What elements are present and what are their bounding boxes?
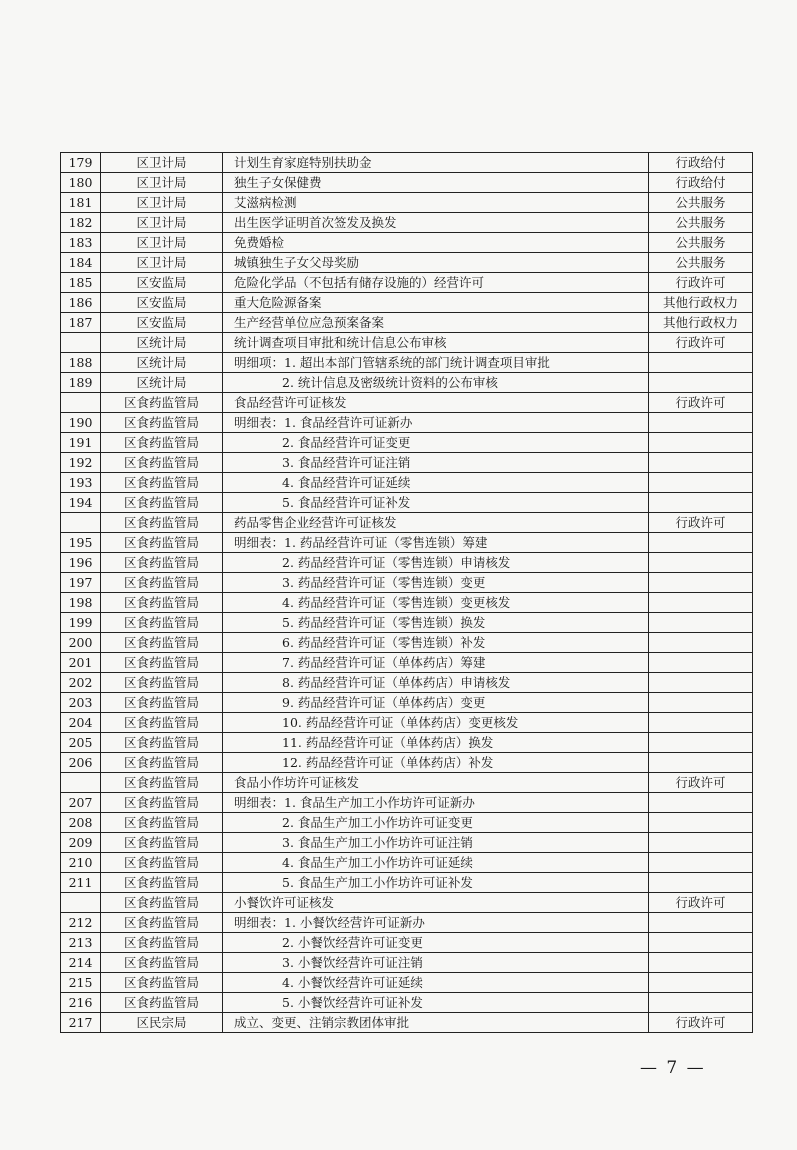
item-cell <box>223 813 649 833</box>
item-name: 明细项：1. 超出本部门管辖系统的部门统计调查项目审批 <box>234 355 550 370</box>
table-row <box>61 453 753 473</box>
row-number <box>61 893 101 913</box>
power-type-cell <box>649 373 753 393</box>
row-number: 190 <box>61 413 101 433</box>
row-number: 189 <box>61 373 101 393</box>
power-type-cell: 行政许可 <box>649 1013 753 1033</box>
page-number: — 7 — <box>640 1058 706 1078</box>
power-type-cell <box>649 953 753 973</box>
table-row <box>61 753 753 773</box>
power-type-cell <box>649 853 753 873</box>
item-name: 城镇独生子女父母奖励 <box>234 255 360 270</box>
item-cell <box>223 753 649 773</box>
power-type-cell <box>649 833 753 853</box>
row-number: 211 <box>61 873 101 893</box>
power-type-cell: 行政许可 <box>649 273 753 293</box>
department-cell: 区统计局 <box>101 333 223 353</box>
table-row <box>61 653 753 673</box>
row-number: 214 <box>61 953 101 973</box>
item-name: 2. 食品生产加工小作坊许可证变更 <box>282 815 473 830</box>
power-type-cell <box>649 873 753 893</box>
item-name: 统计调查项目审批和统计信息公布审核 <box>234 335 447 350</box>
item-cell <box>223 853 649 873</box>
row-number: 186 <box>61 293 101 313</box>
power-type-cell <box>649 933 753 953</box>
power-type-cell <box>649 473 753 493</box>
power-type-cell: 其他行政权力 <box>649 293 753 313</box>
item-cell <box>223 193 649 213</box>
power-type-cell <box>649 653 753 673</box>
item-cell <box>223 893 649 913</box>
item-cell <box>223 373 649 393</box>
table-row <box>61 533 753 553</box>
item-cell <box>223 153 649 173</box>
row-number: 216 <box>61 993 101 1013</box>
table-row <box>61 493 753 513</box>
power-type-cell: 公共服务 <box>649 233 753 253</box>
item-name: 危险化学品（不包括有储存设施的）经营许可 <box>234 275 485 290</box>
item-name: 7. 药品经营许可证（单体药店）筹建 <box>282 655 486 670</box>
row-number: 209 <box>61 833 101 853</box>
table-row <box>61 673 753 693</box>
power-type-cell <box>649 913 753 933</box>
power-type-cell <box>649 613 753 633</box>
row-number: 210 <box>61 853 101 873</box>
department-cell: 区食药监管局 <box>101 653 223 673</box>
item-name: 计划生育家庭特别扶助金 <box>234 155 372 170</box>
item-cell <box>223 473 649 493</box>
row-number: 183 <box>61 233 101 253</box>
item-cell <box>223 333 649 353</box>
row-number: 195 <box>61 533 101 553</box>
item-cell <box>223 673 649 693</box>
table-row <box>61 913 753 933</box>
table-row <box>61 293 753 313</box>
row-number: 180 <box>61 173 101 193</box>
row-number <box>61 393 101 413</box>
table-row <box>61 433 753 453</box>
department-cell: 区食药监管局 <box>101 473 223 493</box>
department-cell: 区食药监管局 <box>101 993 223 1013</box>
table-row <box>61 413 753 433</box>
power-type-cell <box>649 673 753 693</box>
item-cell <box>223 553 649 573</box>
item-cell <box>223 973 649 993</box>
item-name: 明细表：1. 小餐饮经营许可证新办 <box>234 915 425 930</box>
item-name: 生产经营单位应急预案备案 <box>234 315 385 330</box>
department-cell: 区卫计局 <box>101 233 223 253</box>
item-name: 出生医学证明首次签发及换发 <box>234 215 397 230</box>
item-cell <box>223 793 649 813</box>
item-cell <box>223 693 649 713</box>
item-cell <box>223 173 649 193</box>
department-cell: 区食药监管局 <box>101 593 223 613</box>
row-number: 188 <box>61 353 101 373</box>
item-name: 6. 药品经营许可证（零售连锁）补发 <box>282 635 486 650</box>
power-list-table <box>60 152 753 1033</box>
item-cell <box>223 953 649 973</box>
item-cell <box>223 533 649 553</box>
power-type-cell: 公共服务 <box>649 213 753 233</box>
department-cell: 区食药监管局 <box>101 673 223 693</box>
item-cell <box>223 1013 649 1033</box>
power-type-cell <box>649 693 753 713</box>
power-type-cell: 公共服务 <box>649 193 753 213</box>
item-cell <box>223 613 649 633</box>
item-cell <box>223 593 649 613</box>
table-row <box>61 633 753 653</box>
item-name: 食品经营许可证核发 <box>234 395 347 410</box>
table-row <box>61 853 753 873</box>
table-row <box>61 373 753 393</box>
table-row <box>61 553 753 573</box>
power-type-cell: 其他行政权力 <box>649 313 753 333</box>
power-type-cell <box>649 593 753 613</box>
table-row <box>61 213 753 233</box>
power-type-cell <box>649 633 753 653</box>
item-cell <box>223 773 649 793</box>
item-cell <box>223 293 649 313</box>
item-cell <box>223 493 649 513</box>
table-row <box>61 613 753 633</box>
department-cell: 区食药监管局 <box>101 513 223 533</box>
table-row <box>61 573 753 593</box>
power-type-cell <box>649 753 753 773</box>
item-cell <box>223 933 649 953</box>
power-type-cell <box>649 533 753 553</box>
item-name: 8. 药品经营许可证（单体药店）申请核发 <box>282 675 511 690</box>
item-cell <box>223 253 649 273</box>
item-cell <box>223 313 649 333</box>
department-cell: 区食药监管局 <box>101 733 223 753</box>
table-row <box>61 773 753 793</box>
row-number <box>61 513 101 533</box>
power-type-cell <box>649 413 753 433</box>
department-cell: 区食药监管局 <box>101 413 223 433</box>
item-name: 4. 食品经营许可证延续 <box>282 475 411 490</box>
row-number: 181 <box>61 193 101 213</box>
department-cell: 区食药监管局 <box>101 613 223 633</box>
power-type-cell <box>649 793 753 813</box>
table-row <box>61 733 753 753</box>
power-type-cell: 行政许可 <box>649 393 753 413</box>
item-name: 明细表：1. 食品生产加工小作坊许可证新办 <box>234 795 475 810</box>
item-cell <box>223 633 649 653</box>
department-cell: 区食药监管局 <box>101 873 223 893</box>
power-type-cell: 行政许可 <box>649 513 753 533</box>
department-cell: 区食药监管局 <box>101 633 223 653</box>
power-type-cell: 行政给付 <box>649 153 753 173</box>
item-name: 食品小作坊许可证核发 <box>234 775 360 790</box>
row-number: 197 <box>61 573 101 593</box>
table-row <box>61 333 753 353</box>
table-row <box>61 473 753 493</box>
department-cell: 区食药监管局 <box>101 753 223 773</box>
power-type-cell: 行政许可 <box>649 773 753 793</box>
table-row <box>61 173 753 193</box>
power-type-cell: 行政给付 <box>649 173 753 193</box>
table-row <box>61 593 753 613</box>
department-cell: 区安监局 <box>101 273 223 293</box>
item-name: 小餐饮许可证核发 <box>234 895 335 910</box>
row-number: 198 <box>61 593 101 613</box>
department-cell: 区食药监管局 <box>101 533 223 553</box>
department-cell: 区食药监管局 <box>101 833 223 853</box>
item-name: 3. 小餐饮经营许可证注销 <box>282 955 423 970</box>
row-number <box>61 773 101 793</box>
table-row <box>61 233 753 253</box>
table-row <box>61 393 753 413</box>
item-name: 5. 药品经营许可证（零售连锁）换发 <box>282 615 486 630</box>
item-name: 4. 食品生产加工小作坊许可证延续 <box>282 855 473 870</box>
department-cell: 区卫计局 <box>101 173 223 193</box>
power-type-cell <box>649 713 753 733</box>
table-body <box>61 153 753 1033</box>
row-number: 199 <box>61 613 101 633</box>
row-number: 215 <box>61 973 101 993</box>
row-number: 194 <box>61 493 101 513</box>
item-name: 2. 药品经营许可证（零售连锁）申请核发 <box>282 555 511 570</box>
item-name: 5. 食品生产加工小作坊许可证补发 <box>282 875 473 890</box>
row-number: 212 <box>61 913 101 933</box>
item-name: 明细表：1. 食品经营许可证新办 <box>234 415 413 430</box>
power-type-cell <box>649 993 753 1013</box>
table-row <box>61 833 753 853</box>
row-number: 193 <box>61 473 101 493</box>
department-cell: 区食药监管局 <box>101 693 223 713</box>
item-cell <box>223 413 649 433</box>
item-cell <box>223 433 649 453</box>
row-number: 202 <box>61 673 101 693</box>
department-cell: 区食药监管局 <box>101 493 223 513</box>
item-name: 9. 药品经营许可证（单体药店）变更 <box>282 695 486 710</box>
item-cell <box>223 353 649 373</box>
row-number: 192 <box>61 453 101 473</box>
department-cell: 区卫计局 <box>101 153 223 173</box>
item-name: 独生子女保健费 <box>234 175 322 190</box>
row-number: 184 <box>61 253 101 273</box>
department-cell: 区卫计局 <box>101 193 223 213</box>
department-cell: 区食药监管局 <box>101 433 223 453</box>
item-name: 2. 小餐饮经营许可证变更 <box>282 935 423 950</box>
department-cell: 区食药监管局 <box>101 453 223 473</box>
department-cell: 区民宗局 <box>101 1013 223 1033</box>
power-type-cell <box>649 813 753 833</box>
row-number: 196 <box>61 553 101 573</box>
item-cell <box>223 993 649 1013</box>
department-cell: 区食药监管局 <box>101 853 223 873</box>
row-number: 204 <box>61 713 101 733</box>
department-cell: 区卫计局 <box>101 253 223 273</box>
item-cell <box>223 513 649 533</box>
row-number: 208 <box>61 813 101 833</box>
item-cell <box>223 873 649 893</box>
table-row <box>61 933 753 953</box>
department-cell: 区食药监管局 <box>101 933 223 953</box>
item-name: 艾滋病检测 <box>234 195 297 210</box>
row-number <box>61 333 101 353</box>
table-row <box>61 253 753 273</box>
item-name: 5. 小餐饮经营许可证补发 <box>282 995 423 1010</box>
power-type-cell <box>649 493 753 513</box>
department-cell: 区卫计局 <box>101 213 223 233</box>
row-number: 217 <box>61 1013 101 1033</box>
item-name: 重大危险源备案 <box>234 295 322 310</box>
item-cell <box>223 273 649 293</box>
item-cell <box>223 453 649 473</box>
item-name: 3. 食品经营许可证注销 <box>282 455 411 470</box>
item-name: 2. 食品经营许可证变更 <box>282 435 411 450</box>
table-row <box>61 873 753 893</box>
department-cell: 区统计局 <box>101 353 223 373</box>
row-number: 213 <box>61 933 101 953</box>
power-type-cell <box>649 573 753 593</box>
item-cell <box>223 913 649 933</box>
item-name: 明细表：1. 药品经营许可证（零售连锁）筹建 <box>234 535 488 550</box>
row-number: 191 <box>61 433 101 453</box>
department-cell: 区食药监管局 <box>101 773 223 793</box>
item-cell <box>223 213 649 233</box>
row-number: 205 <box>61 733 101 753</box>
item-cell <box>223 393 649 413</box>
department-cell: 区食药监管局 <box>101 893 223 913</box>
row-number: 187 <box>61 313 101 333</box>
department-cell: 区安监局 <box>101 293 223 313</box>
item-name: 成立、变更、注销宗教团体审批 <box>234 1015 410 1030</box>
item-cell <box>223 833 649 853</box>
item-cell <box>223 713 649 733</box>
department-cell: 区食药监管局 <box>101 913 223 933</box>
table-row <box>61 153 753 173</box>
item-name: 药品零售企业经营许可证核发 <box>234 515 397 530</box>
item-name: 3. 药品经营许可证（零售连锁）变更 <box>282 575 486 590</box>
department-cell: 区食药监管局 <box>101 973 223 993</box>
item-name: 3. 食品生产加工小作坊许可证注销 <box>282 835 473 850</box>
row-number: 201 <box>61 653 101 673</box>
power-type-cell <box>649 973 753 993</box>
power-type-cell <box>649 553 753 573</box>
table-row <box>61 193 753 213</box>
item-name: 12. 药品经营许可证（单体药店）补发 <box>282 755 494 770</box>
table-row <box>61 273 753 293</box>
department-cell: 区食药监管局 <box>101 793 223 813</box>
item-name: 4. 小餐饮经营许可证延续 <box>282 975 423 990</box>
department-cell: 区安监局 <box>101 313 223 333</box>
department-cell: 区食药监管局 <box>101 393 223 413</box>
table-row <box>61 713 753 733</box>
row-number: 185 <box>61 273 101 293</box>
power-type-cell: 公共服务 <box>649 253 753 273</box>
row-number: 182 <box>61 213 101 233</box>
item-name: 2. 统计信息及密级统计资料的公布审核 <box>282 375 498 390</box>
table-row <box>61 1013 753 1033</box>
table-row <box>61 993 753 1013</box>
item-name: 4. 药品经营许可证（零售连锁）变更核发 <box>282 595 511 610</box>
row-number: 203 <box>61 693 101 713</box>
table-row <box>61 973 753 993</box>
item-name: 11. 药品经营许可证（单体药店）换发 <box>282 735 494 750</box>
department-cell: 区食药监管局 <box>101 573 223 593</box>
row-number: 206 <box>61 753 101 773</box>
department-cell: 区食药监管局 <box>101 553 223 573</box>
department-cell: 区食药监管局 <box>101 953 223 973</box>
table-row <box>61 813 753 833</box>
item-cell <box>223 653 649 673</box>
power-type-cell: 行政许可 <box>649 893 753 913</box>
row-number: 207 <box>61 793 101 813</box>
table-row <box>61 893 753 913</box>
department-cell: 区食药监管局 <box>101 813 223 833</box>
table-row <box>61 513 753 533</box>
power-type-cell <box>649 453 753 473</box>
power-type-cell <box>649 353 753 373</box>
item-cell <box>223 733 649 753</box>
power-type-cell <box>649 733 753 753</box>
row-number: 200 <box>61 633 101 653</box>
row-number: 179 <box>61 153 101 173</box>
item-cell <box>223 233 649 253</box>
item-name: 5. 食品经营许可证补发 <box>282 495 411 510</box>
item-name: 免费婚检 <box>234 235 285 250</box>
power-type-cell <box>649 433 753 453</box>
table-row <box>61 693 753 713</box>
table-row <box>61 793 753 813</box>
department-cell: 区食药监管局 <box>101 713 223 733</box>
department-cell: 区统计局 <box>101 373 223 393</box>
power-type-cell: 行政许可 <box>649 333 753 353</box>
item-cell <box>223 573 649 593</box>
table-row <box>61 313 753 333</box>
table-row <box>61 353 753 373</box>
item-name: 10. 药品经营许可证（单体药店）变更核发 <box>282 715 519 730</box>
table-row <box>61 953 753 973</box>
